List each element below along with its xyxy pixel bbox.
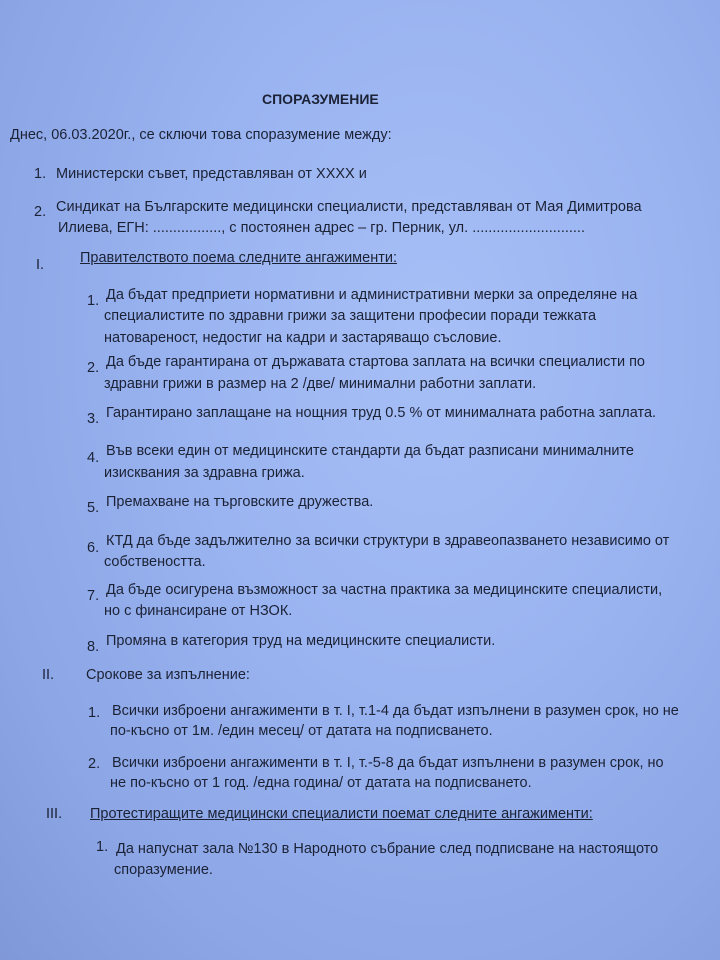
item-text: Всички изброени ангажименти в т. I, т.-5-8 да бъдат изпълнени в разумен срок, но (112, 755, 664, 771)
party-text: Илиева, ЕГН: ................., с постоянен адрес – гр. Перник, ул. ............................ (58, 220, 585, 236)
item-number: 3. (87, 411, 100, 427)
item-number: 2. (88, 756, 101, 772)
item-number: 7. (87, 588, 100, 604)
item-text: собствеността. (104, 554, 206, 570)
item-text: Да бъде гарантирана от държавата стартова заплата на всички специалисти по (106, 354, 645, 370)
item-text: Промяна в категория труд на медицинските специалисти. (106, 633, 496, 649)
item-text: КТД да бъде задължително за всички структури в здравеопазването независимо от (106, 533, 670, 549)
item-text: Гарантирано заплащане на нощния труд 0.5 % от минималната работна заплата. (106, 405, 657, 421)
item-text: Премахване на търговските дружества. (106, 494, 374, 510)
item-text: но с финансиране от НЗОК. (104, 603, 293, 619)
intro-text: Днес, 06.03.2020г., се сключи това споразумение между: (10, 127, 392, 143)
item-number: 8. (87, 639, 100, 655)
item-text: Да напуснат зала №130 в Народното събрание след подписване на настоящото (116, 841, 659, 857)
section-heading: Протестиращите медицински специалисти поемат следните ангажименти: (90, 806, 593, 822)
item-text: Във всеки един от медицинските стандарти да бъдат разписани минималните (106, 443, 634, 459)
party-text: Синдикат на Българските медицински специалисти, представляван от Мая Димитрова (56, 199, 642, 215)
item-text: не по-късно от 1 год. /една година/ от датата на подписването. (110, 775, 532, 791)
item-number: 5. (87, 500, 100, 516)
item-text: изисквания за здравна грижа. (104, 465, 305, 481)
party-number: 1. (34, 166, 47, 182)
item-number: 4. (87, 450, 100, 466)
item-number: 1. (87, 293, 100, 309)
section-number: II. (42, 667, 55, 683)
document-title: СПОРАЗУМЕНИЕ (262, 91, 379, 107)
item-text: Всички изброени ангажименти в т. I, т.1-4 да бъдат изпълнени в разумен срок, но не (112, 703, 679, 719)
section-heading: Правителството поема следните ангажименти: (80, 250, 397, 266)
item-text: по-късно от 1м. /един месец/ от датата на подписването. (110, 723, 493, 739)
section-number: I. (36, 257, 45, 273)
item-text: споразумение. (114, 862, 213, 878)
item-number: 1. (88, 705, 101, 721)
item-text: натовареност, недостиг на кадри и застаряващо съсловие. (104, 330, 502, 346)
item-number: 2. (87, 360, 100, 376)
item-text: здравни грижи в размер на 2 /две/ минимални работни заплати. (104, 376, 537, 392)
item-number: 6. (87, 540, 100, 556)
party-number: 2. (34, 204, 47, 220)
item-text: Да бъдат предприети нормативни и административни мерки за определяне на (106, 287, 638, 303)
item-text: специалистите по здравни грижи за защитени професии поради тежката (104, 308, 597, 324)
item-text: Да бъде осигурена възможност за частна практика за медицинските специалисти, (106, 582, 663, 598)
party-text: Министерски съвет, представляван от ХХХХ и (56, 166, 367, 182)
section-heading: Срокове за изпълнение: (86, 667, 250, 683)
item-number: 1. (96, 839, 109, 855)
section-number: III. (46, 806, 63, 822)
